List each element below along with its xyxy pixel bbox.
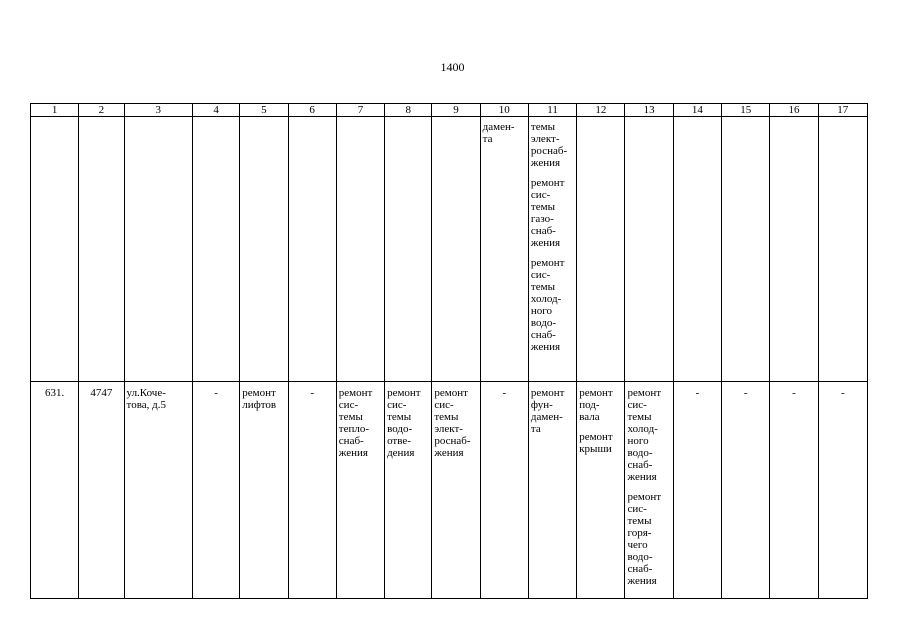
column-header: 15 [722,104,770,117]
table-cell [336,382,384,599]
table-cell [288,117,336,382]
page-number: 1400 [440,60,465,74]
column-header: 9 [432,104,480,117]
table-cell [528,117,576,382]
cell-text: ремонт под- вала [579,387,613,423]
column-header: 16 [770,104,818,117]
column-header: 5 [240,104,288,117]
cell-text: ремонт крыши [579,431,613,455]
table-cell: - [480,382,528,599]
table-cell [673,117,721,382]
table-row [31,382,868,599]
cell-text: ремонт сис- темы горя- чего водо- снаб- жения [627,491,662,587]
column-header: 13 [625,104,673,117]
cell-text: ремонт сис- темы холод- ного водо- снаб- жения [627,387,662,483]
column-header: 11 [528,104,576,117]
table-cell: - [818,382,867,599]
address-cell [124,382,192,599]
repair-schedule-table [30,103,868,599]
cell-text: ремонт сис- темы холод- ного водо- снаб- жения [530,257,565,353]
table-cell [192,117,239,382]
column-header: 12 [577,104,625,117]
cell-text: дамен- та [482,121,515,145]
building-id: 4747 [79,382,124,599]
column-header: 8 [385,104,432,117]
column-header: 7 [336,104,384,117]
table-cell [818,117,867,382]
table-cell [770,117,818,382]
table-cell [625,382,673,599]
column-header: 3 [124,104,192,117]
table-cell [79,117,124,382]
table-cell [432,117,480,382]
table-cell [528,382,576,599]
cell-text: ремонт сис- темы элект- роснаб- жения [434,387,471,459]
table-cell: - [770,382,818,599]
table-cell [240,117,288,382]
cell-text: темы элект- роснаб- жения [530,121,568,169]
column-header: 17 [818,104,867,117]
table-cell [480,117,528,382]
table-cell: - [288,382,336,599]
column-header: 1 [31,104,79,117]
cell-text: ремонт сис- темы водо- отве- дения [387,387,421,459]
table-row [31,117,868,382]
row-number: 631. [31,382,79,599]
table-cell [577,117,625,382]
table-cell [385,117,432,382]
cell-text: ремонт сис- темы тепло- снаб- жения [338,387,373,459]
table-cell [432,382,480,599]
table-cell [722,117,770,382]
table-cell [31,117,79,382]
table-cell [240,382,288,599]
column-header: 10 [480,104,528,117]
column-header: 14 [673,104,721,117]
header-row [31,104,868,117]
table-cell: - [192,382,239,599]
column-header: 4 [192,104,239,117]
table-cell [577,382,625,599]
table-cell [124,117,192,382]
cell-text: ремонт лифтов [242,387,277,411]
table-cell: - [673,382,721,599]
cell-text: ремонт сис- темы газо- снаб- жения [530,177,565,249]
table-cell [385,382,432,599]
table-cell: - [722,382,770,599]
cell-text: ремонт фун- дамен- та [530,387,565,435]
table-cell [336,117,384,382]
column-header: 2 [79,104,124,117]
column-header: 6 [288,104,336,117]
address: ул.Коче- това, д.5 [126,387,166,411]
table-cell [625,117,673,382]
